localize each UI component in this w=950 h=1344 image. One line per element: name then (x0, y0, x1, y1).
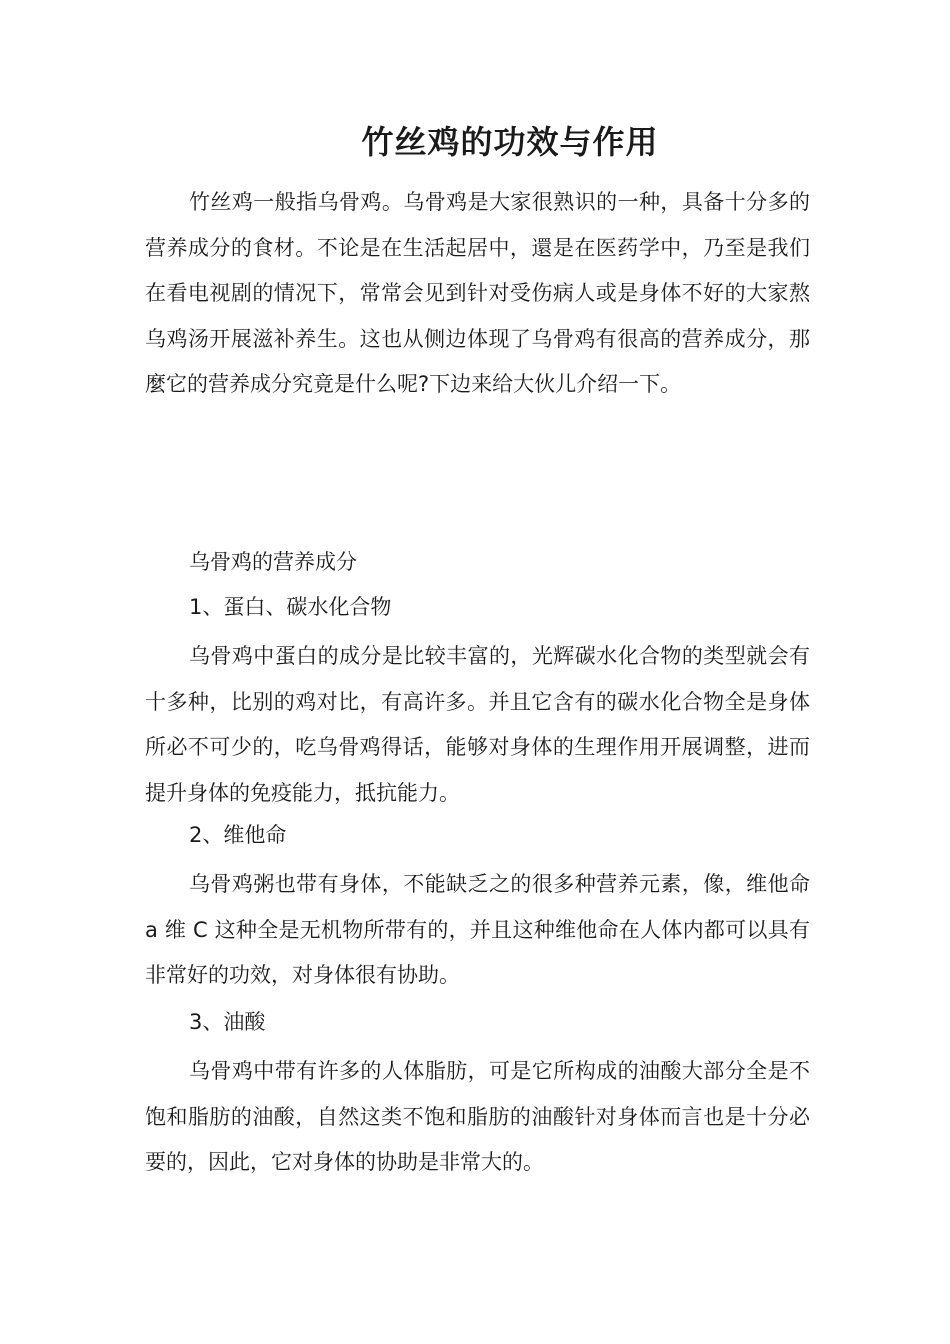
item-body-oleic-acid: 乌骨鸡中带有许多的人体脂肪，可是它所构成的油酸大部分全是不饱和脂肪的油酸，自然这类不饱和脂肪的油酸针对身体而言也是十分必要的，因此，它对身体的协助是非常大的。 (145, 1059, 810, 1174)
item-heading-protein: 1、蛋白、碳水化合物 (189, 595, 392, 619)
intro-paragraph: 竹丝鸡一般指乌骨鸡。乌骨鸡是大家很熟识的一种，具备十分多的营养成分的食材。不论是在生活起居中，還是在医药学中，乃至是我们在看电视剧的情况下，常常会见到针对受伤病人或是身体不好的大家熬乌鸡汤开展滋补养生。这也从侧边体现了乌骨鸡有很高的营养成分，那麼它的营养成分究竟是什么呢?下边来给大伙儿介绍一下。 (145, 190, 810, 396)
document-title: 竹丝鸡的功效与作用 (361, 123, 659, 161)
section-heading: 乌骨鸡的营养成分 (189, 550, 357, 574)
item-body-protein: 乌骨鸡中蛋白的成分是比较丰富的，光辉碳水化合物的类型就会有十多种，比别的鸡对比，有高许多。并且它含有的碳水化合物全是身体所必不可少的，吃乌骨鸡得话，能够对身体的生理作用开展调整，进而提升身体的免疫能力，抵抗能力。 (145, 644, 810, 805)
item-heading-oleic-acid: 3、油酸 (189, 1010, 266, 1034)
item-heading-vitamin: 2、维他命 (189, 823, 287, 847)
item-body-vitamin: 乌骨鸡粥也带有身体，不能缺乏之的很多种营养元素，像，维他命 a 维 C 这种全是无机物所带有的，并且这种维他命在人体内都可以具有非常好的功效，对身体很有协助。 (145, 872, 810, 987)
